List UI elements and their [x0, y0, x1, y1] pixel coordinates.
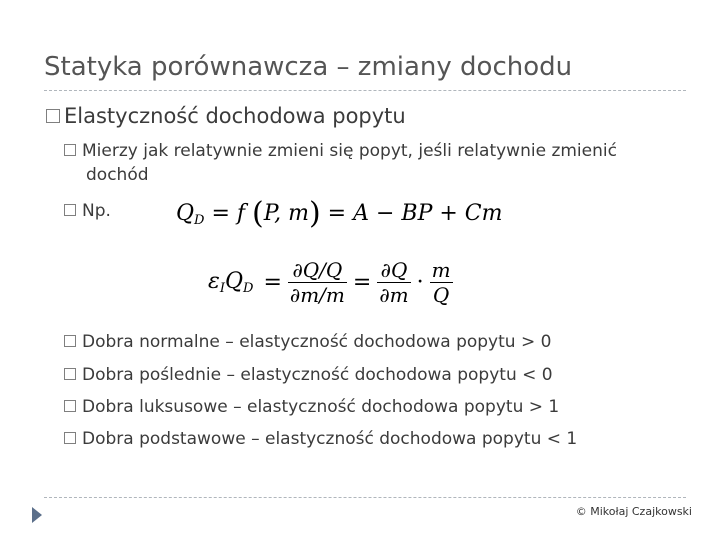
- demand-equation: $Q_D = f$ (P, m) = A − BP + Cm: [176, 196, 503, 231]
- definition-bullet: [64, 139, 684, 187]
- bullet-luxury-goods: [64, 397, 559, 417]
- heading-text: Elastyczność dochodowa popytu: [64, 104, 406, 128]
- bullet-text: Dobra podstawowe – elastyczność dochodowa popytu < 1: [82, 429, 578, 449]
- checkbox-square-icon: [64, 400, 76, 412]
- bullet-text: Dobra normalne – elastyczność dochodowa popytu > 0: [82, 332, 552, 352]
- checkbox-square-icon: [46, 109, 60, 123]
- example-bullet: [64, 201, 111, 221]
- checkbox-square-icon: [64, 204, 76, 216]
- definition-text-2: dochód: [86, 165, 149, 185]
- footer-copyright: © Mikołaj Czajkowski: [575, 505, 692, 518]
- bullet-text: Dobra luksusowe – elastyczność dochodowa popytu > 1: [82, 397, 560, 417]
- bullet-inferior-goods: [64, 365, 553, 385]
- elasticity-equation: $\varepsilon_IQ_D$ = $\frac{\partial Q/Q}{\partial m/m}$ = $\frac{\partial Q}{\partial m}$ · $\frac{m}{Q}$: [208, 258, 451, 307]
- checkbox-square-icon: [64, 368, 76, 380]
- checkbox-square-icon: [64, 432, 76, 444]
- bullet-text: Dobra poślednie – elastyczność dochodowa popytu < 0: [82, 365, 553, 385]
- footer-divider: [44, 497, 686, 498]
- heading-bullet: [46, 104, 406, 128]
- slide-title: Statyka porównawcza – zmiany dochodu: [44, 52, 573, 82]
- checkbox-square-icon: [64, 335, 76, 347]
- title-divider: [44, 90, 686, 91]
- checkbox-square-icon: [64, 144, 76, 156]
- definition-text-1: Mierzy jak relatywnie zmieni się popyt, jeśli relatywnie zmienić: [82, 141, 617, 161]
- play-triangle-icon[interactable]: [32, 507, 42, 523]
- bullet-normal-goods: [64, 332, 551, 352]
- example-label: Np.: [82, 201, 111, 221]
- bullet-necessity-goods: [64, 429, 577, 449]
